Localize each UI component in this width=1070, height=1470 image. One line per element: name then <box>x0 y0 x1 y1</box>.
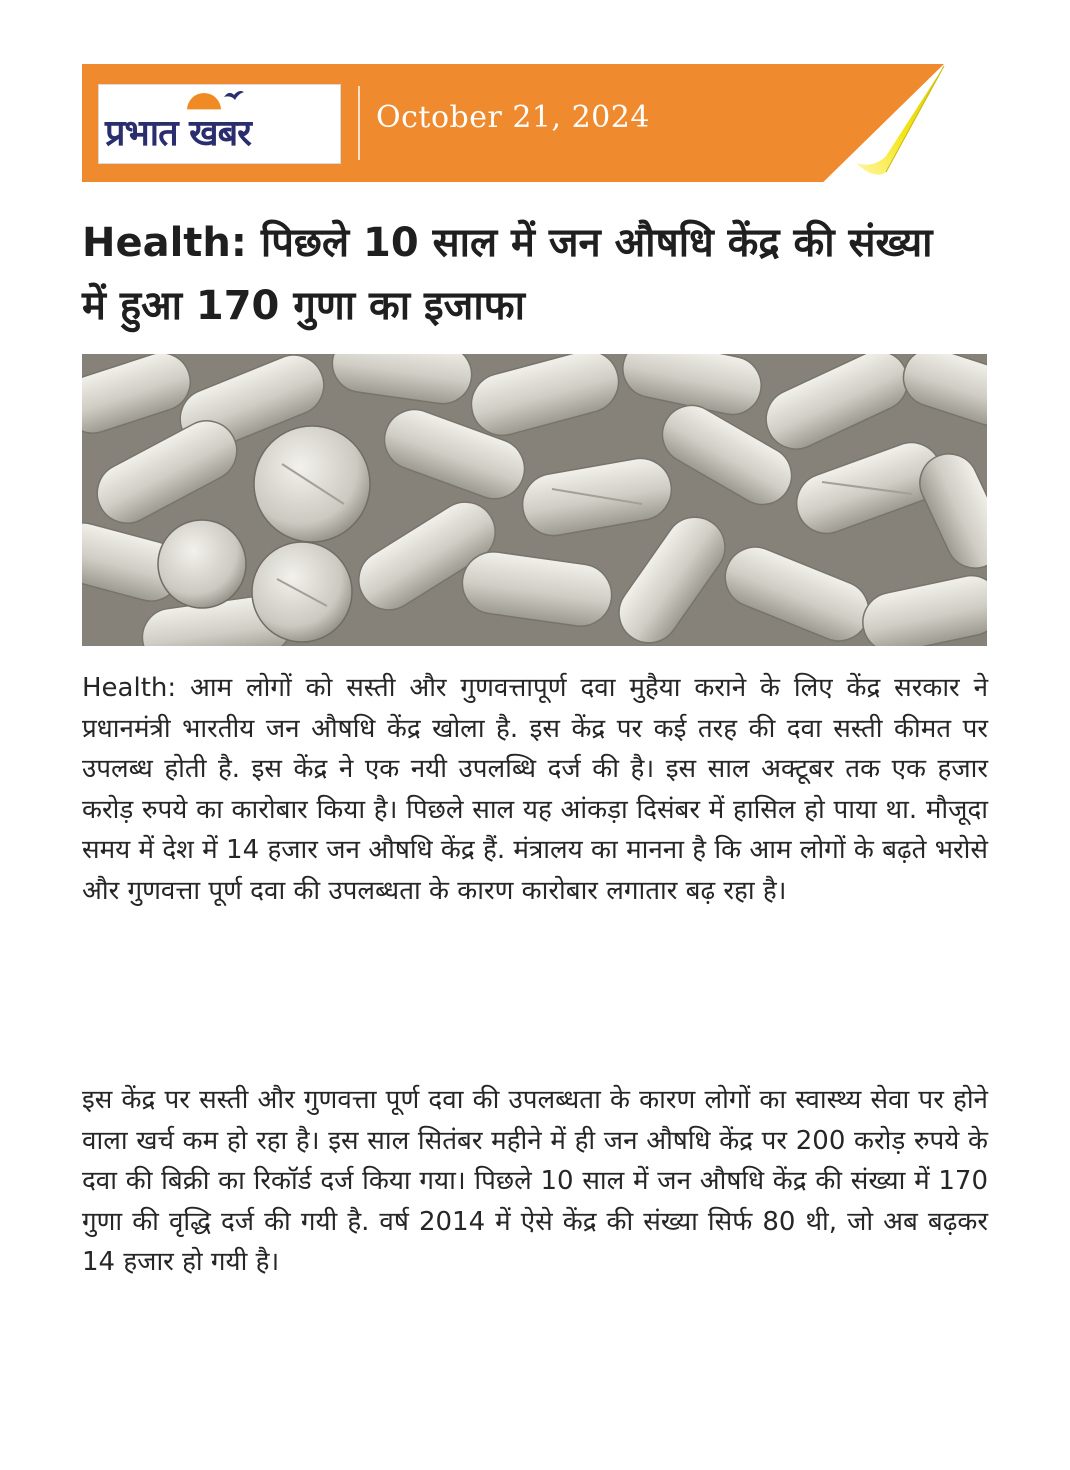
site-logo[interactable] <box>98 84 341 164</box>
article-paragraph-2: इस केंद्र पर सस्ती और गुणवत्ता पूर्ण दवा की उपलब्धता के कारण लोगों का स्वास्थ्य सेवा पर होने वाला खर्च कम हो रहा है। इस साल सितंबर महीने में ही जन औषधि केंद्र पर 200 करोड़ रुपये के दवा की बिक्री का रिकॉर्ड दर्ज किया गया। पिछले 10 साल में जन औषधि केंद्र की संख्या में 170 गुणा की वृद्धि दर्ज की गयी है. वर्ष 2014 में ऐसे केंद्र की संख्या सिर्फ 80 थी, जो अब बढ़कर 14 हजार हो गयी है। <box>82 1085 988 1277</box>
publication-date: October 21, 2024 <box>376 100 650 135</box>
article-headline: Health: पिछले 10 साल में जन औषधि केंद्र की संख्या में हुआ 170 गुणा का इजाफा <box>82 220 933 329</box>
bird-icon <box>223 89 245 103</box>
logo-text: प्रभात खबर <box>105 113 251 154</box>
article-paragraph-1: Health: आम लोगों को सस्ती और गुणवत्तापूर्ण दवा मुहैया कराने के लिए केंद्र सरकार ने प्रधानमंत्री भारतीय जन औषधि केंद्र खोला है. इस केंद्र पर कई तरह की दवा सस्ती कीमत पर उपलब्ध होती है. इस केंद्र ने एक नयी उपलब्धि दर्ज की है। इस साल अक्टूबर तक एक हजार करोड़ रुपये का कारोबार किया है। पिछले साल यह आंकड़ा दिसंबर में हासिल हो पाया था. मौजूदा समय में देश में 14 हजार जन औषधि केंद्र हैं. मंत्रालय का मानना है कि आम लोगों के बढ़ते भरोसे और गुणवत्ता पूर्ण दवा की उपलब्धता के कारण कारोबार लगातार बढ़ रहा है। <box>82 673 988 906</box>
page-curl-icon <box>852 64 946 186</box>
article-image <box>82 354 987 646</box>
masthead-divider <box>358 86 360 160</box>
pills-icon <box>82 354 987 646</box>
